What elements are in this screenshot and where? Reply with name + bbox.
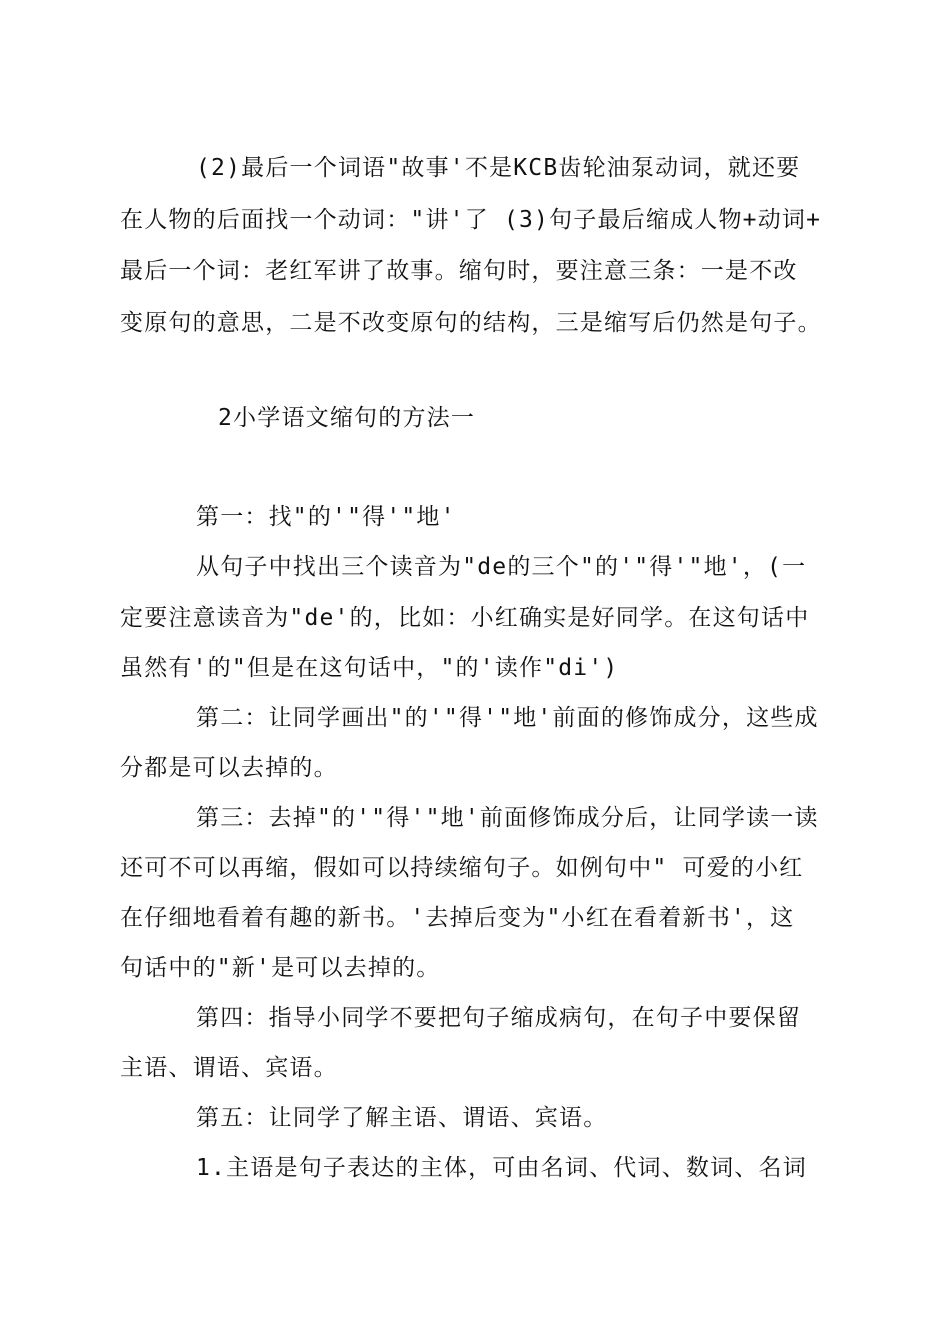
paragraph-line: 定要注意读音为"de'的，比如：小红确实是好同学。在这句话中 [120, 605, 810, 631]
paragraph-line: 第四：指导小同学不要把句子缩成病句，在句子中要保留 [196, 1005, 801, 1031]
paragraph-line: 句话中的"新'是可以去掉的。 [120, 955, 441, 981]
paragraph-line: 分都是可以去掉的。 [120, 755, 338, 781]
paragraph-line: 在人物的后面找一个动词："讲'了 (3)句子最后缩成人物+动词+ [120, 207, 822, 233]
paragraph-line: 主语、谓语、宾语。 [120, 1055, 338, 1081]
paragraph-line: 在仔细地看着有趣的新书。'去掉后变为"小红在看着新书'，这 [120, 905, 795, 931]
paragraph-line: 还可不可以再缩，假如可以持续缩句子。如例句中" 可爱的小红 [120, 855, 804, 881]
paragraph-line: 变原句的意思，二是不改变原句的结构，三是缩写后仍然是句子。 [120, 310, 822, 336]
paragraph-line: 第五：让同学了解主语、谓语、宾语。 [196, 1105, 608, 1131]
paragraph-line: 虽然有'的"但是在这句话中，"的'读作"di') [120, 655, 619, 681]
paragraph-line: (2)最后一个词语"故事'不是KCB齿轮油泵动词，就还要 [196, 155, 801, 181]
paragraph-line: 第一：找"的'"得'"地' [196, 504, 456, 530]
paragraph-line: 第二：让同学画出"的'"得'"地'前面的修饰成分，这些成 [196, 705, 819, 731]
paragraph-line: 最后一个词：老红军讲了故事。缩句时，要注意三条：一是不改 [120, 258, 798, 284]
paragraph-line: 1.主语是句子表达的主体，可由名词、代词、数词、名词 [196, 1155, 807, 1181]
section-heading: 2小学语文缩句的方法一 [218, 405, 476, 431]
paragraph-line: 从句子中找出三个读音为"de的三个"的'"得'"地'，(一 [196, 554, 807, 580]
paragraph-line: 第三：去掉"的'"得'"地'前面修饰成分后，让同学读一读 [196, 805, 819, 831]
